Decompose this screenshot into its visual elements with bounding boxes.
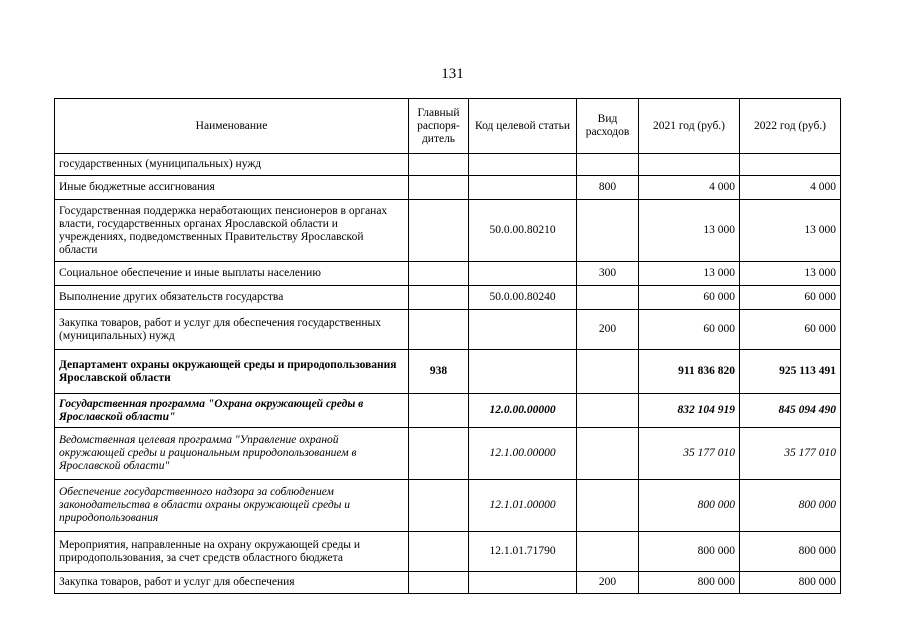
row-manager <box>409 154 469 176</box>
row-expense-type <box>577 350 639 394</box>
row-2021: 911 836 820 <box>639 350 740 394</box>
table-row <box>55 572 841 594</box>
row-2021: 35 177 010 <box>639 428 740 480</box>
row-2022: 925 113 491 <box>740 350 841 394</box>
row-name: Ведомственная целевая программа "Управление охраной окружающей среды и рациональным природопользованием в Ярославской области" <box>55 428 409 480</box>
header-2022: 2022 год (руб.) <box>740 99 841 154</box>
row-2022: 60 000 <box>740 286 841 310</box>
header-name: Наименование <box>55 99 409 154</box>
row-name: Государственная поддержка неработающих пенсионеров в органах власти, государственных органах Ярославской области и учреждениях, подведомственных Правительству Ярославской области <box>55 200 409 262</box>
row-2022 <box>740 154 841 176</box>
table-row <box>55 262 841 286</box>
row-expense-type <box>577 394 639 428</box>
row-manager <box>409 176 469 200</box>
row-name: Департамент охраны окружающей среды и природопользования Ярославской области <box>55 350 409 394</box>
row-expense-type <box>577 428 639 480</box>
row-name: Закупка товаров, работ и услуг для обеспечения <box>55 572 409 594</box>
row-2022: 800 000 <box>740 532 841 572</box>
row-target-code <box>469 310 577 350</box>
table-header-row <box>55 99 841 154</box>
row-target-code: 12.0.00.00000 <box>469 394 577 428</box>
row-manager <box>409 532 469 572</box>
row-2021: 60 000 <box>639 286 740 310</box>
row-manager <box>409 572 469 594</box>
row-name: Выполнение других обязательств государства <box>55 286 409 310</box>
row-target-code <box>469 262 577 286</box>
row-target-code <box>469 350 577 394</box>
row-target-code <box>469 572 577 594</box>
table-row <box>55 350 841 394</box>
table-row <box>55 176 841 200</box>
row-2021: 800 000 <box>639 572 740 594</box>
row-name: Обеспечение государственного надзора за соблюдением законодательства в области охраны окружающей среды и природопользования <box>55 480 409 532</box>
row-2021: 4 000 <box>639 176 740 200</box>
row-expense-type <box>577 480 639 532</box>
row-name: Государственная программа "Охрана окружающей среды в Ярославской области" <box>55 394 409 428</box>
header-manager: Главный распоря-дитель <box>409 99 469 154</box>
row-expense-type: 200 <box>577 572 639 594</box>
row-target-code <box>469 176 577 200</box>
table-row <box>55 428 841 480</box>
row-manager <box>409 286 469 310</box>
row-name: Иные бюджетные ассигнования <box>55 176 409 200</box>
row-name: Социальное обеспечение и иные выплаты населению <box>55 262 409 286</box>
row-2021: 13 000 <box>639 262 740 286</box>
table-row <box>55 286 841 310</box>
row-target-code: 50.0.00.80240 <box>469 286 577 310</box>
row-manager <box>409 394 469 428</box>
row-target-code: 12.1.00.00000 <box>469 428 577 480</box>
row-expense-type: 300 <box>577 262 639 286</box>
page-number: 131 <box>441 66 464 82</box>
row-name: Мероприятия, направленные на охрану окружающей среды и природопользования, за счет средств областного бюджета <box>55 532 409 572</box>
table-row <box>55 310 841 350</box>
row-2021: 832 104 919 <box>639 394 740 428</box>
row-expense-type <box>577 154 639 176</box>
row-2021: 800 000 <box>639 480 740 532</box>
header-2021: 2021 год (руб.) <box>639 99 740 154</box>
row-expense-type <box>577 532 639 572</box>
header-target-code: Код целевой статьи <box>469 99 577 154</box>
row-2021: 13 000 <box>639 200 740 262</box>
row-expense-type <box>577 200 639 262</box>
header-expense-type: Вид расходов <box>577 99 639 154</box>
row-expense-type: 800 <box>577 176 639 200</box>
row-name: государственных (муниципальных) нужд <box>55 154 409 176</box>
row-manager <box>409 428 469 480</box>
row-target-code: 12.1.01.00000 <box>469 480 577 532</box>
row-2022: 800 000 <box>740 572 841 594</box>
table-row <box>55 154 841 176</box>
row-2022: 35 177 010 <box>740 428 841 480</box>
table-row <box>55 394 841 428</box>
row-manager: 938 <box>409 350 469 394</box>
row-manager <box>409 310 469 350</box>
row-target-code <box>469 154 577 176</box>
row-2022: 13 000 <box>740 200 841 262</box>
table-row <box>55 532 841 572</box>
row-manager <box>409 262 469 286</box>
row-expense-type <box>577 286 639 310</box>
row-2022: 800 000 <box>740 480 841 532</box>
row-manager <box>409 480 469 532</box>
row-2022: 13 000 <box>740 262 841 286</box>
table-row <box>55 480 841 532</box>
row-2022: 60 000 <box>740 310 841 350</box>
row-2021: 800 000 <box>639 532 740 572</box>
budget-table <box>54 98 841 594</box>
row-2022: 845 094 490 <box>740 394 841 428</box>
row-target-code: 12.1.01.71790 <box>469 532 577 572</box>
row-target-code: 50.0.00.80210 <box>469 200 577 262</box>
row-manager <box>409 200 469 262</box>
table-row <box>55 200 841 262</box>
row-2021: 60 000 <box>639 310 740 350</box>
row-2021 <box>639 154 740 176</box>
row-expense-type: 200 <box>577 310 639 350</box>
row-2022: 4 000 <box>740 176 841 200</box>
row-name: Закупка товаров, работ и услуг для обеспечения государственных (муниципальных) нужд <box>55 310 409 350</box>
